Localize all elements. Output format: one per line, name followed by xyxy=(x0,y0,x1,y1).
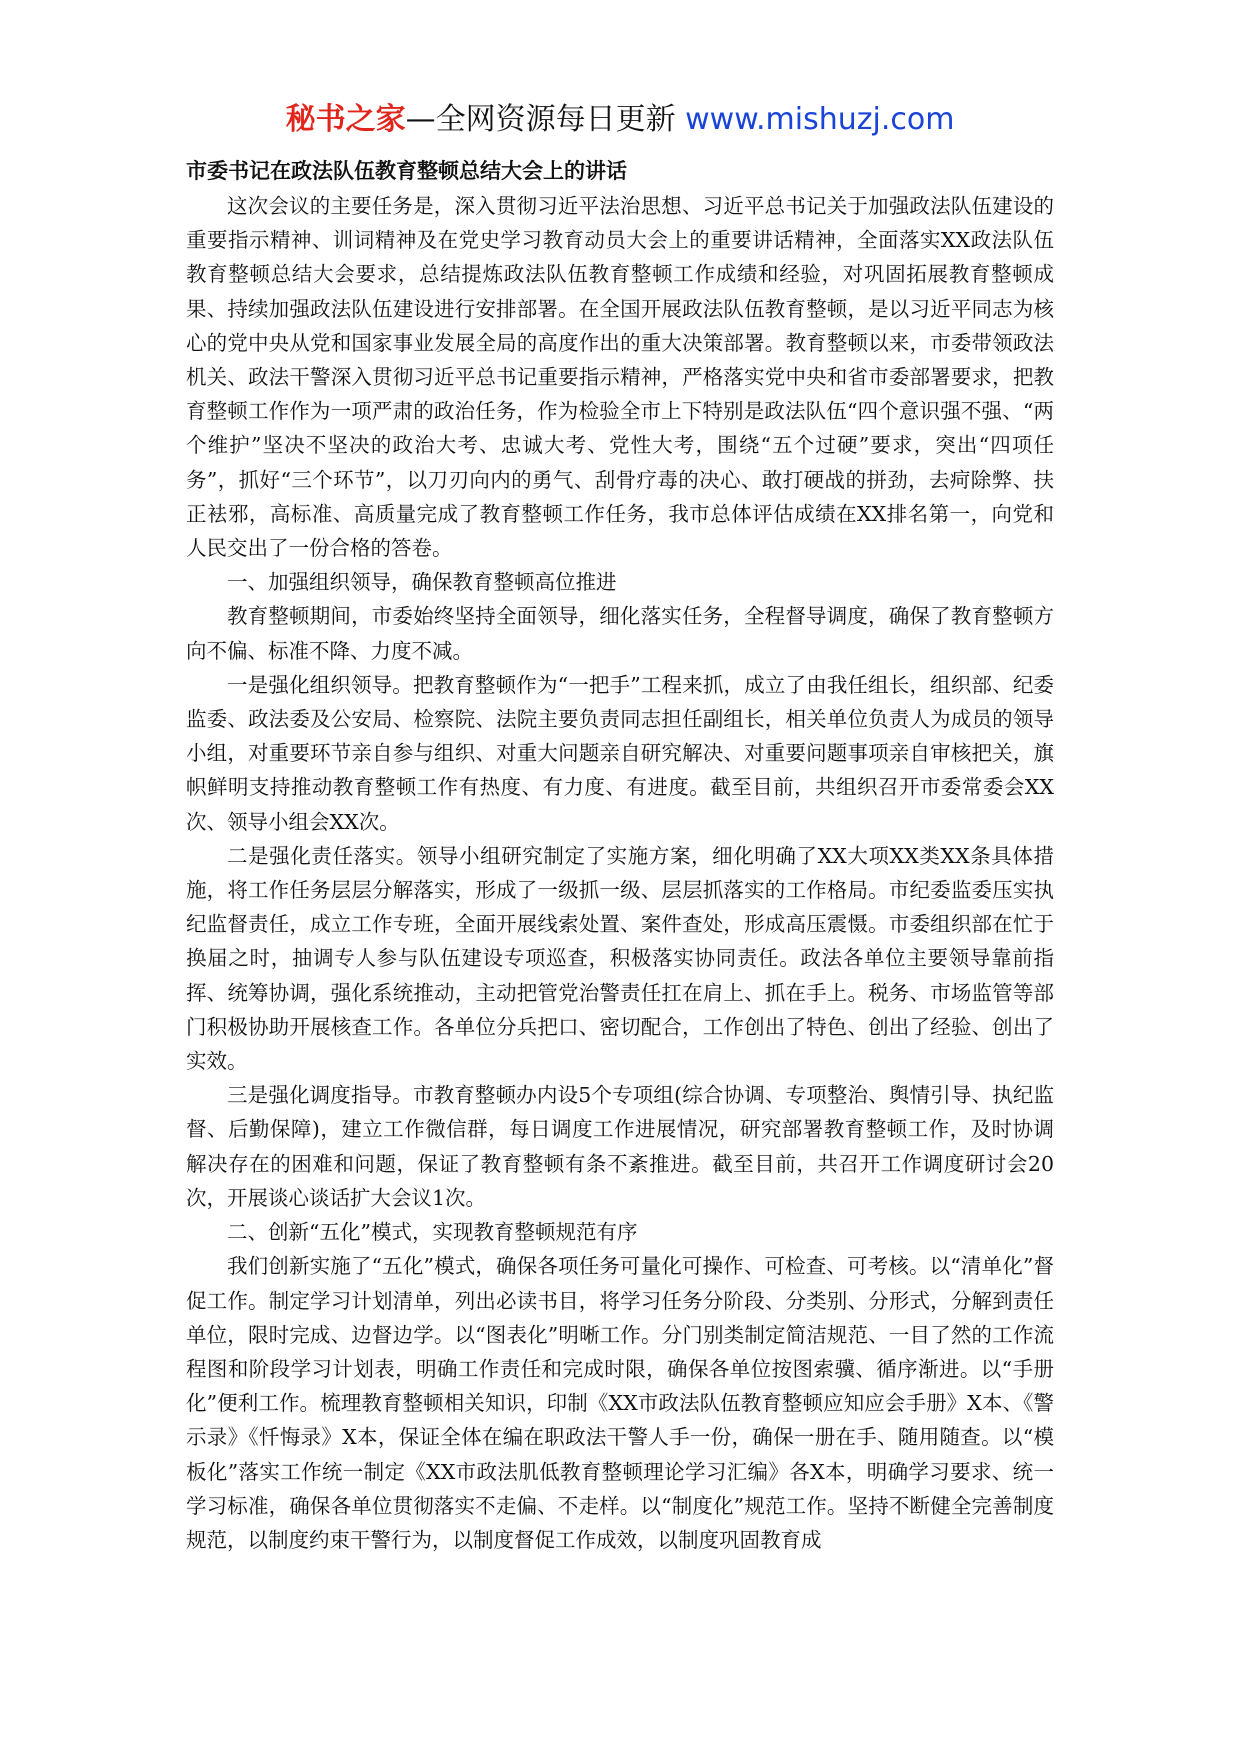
paragraph: 我们创新实施了“五化”模式，确保各项任务可量化可操作、可检查、可考核。以“清单化”督促工作。制定学习计划清单，列出必读书目，将学习任务分阶段、分类别、分形式，分解到责任单位，限时完成、边督边学。以“图表化”明晰工作。分门别类制定简洁规范、一目了然的工作流程图和阶段学习计划表，明确工作责任和完成时限，确保各单位按图索骥、循序渐进。以“手册化”便利工作。梳理教育整顿相关知识，印制《XX市政法队伍教育整顿应知应会手册》X本、《警示录》《忏悔录》X本，保证全体在编在职政法干警人手一份，确保一册在手、随用随查。以“模板化”落实工作统一制定《XX市政法肌低教育整顿理论学习汇编》各X本，明确学习要求、统一学习标准，确保各单位贯彻落实不走偏、不走样。以“制度化”规范工作。坚持不断健全完善制度规范，以制度约束干警行为，以制度督促工作成效，以制度巩固教育成 xyxy=(186,1254,1054,1552)
paragraph: 三是强化调度指导。市教育整顿办内设5个专项组(综合协调、专项整治、舆情引导、执纪监督、后勤保障)，建立工作微信群，每日调度工作进展情况，研究部署教育整顿工作，及时协调解决存在的困难和问题，保证了教育整顿有条不紊推进。截至目前，共召开工作调度研讨会20次，开展谈心谈话扩大会议1次。 xyxy=(186,1083,1054,1210)
document-body xyxy=(186,189,1054,1557)
paragraph: 二是强化责任落实。领导小组研究制定了实施方案，细化明确了XX大项XX类XX条具体措施，将工作任务层层分解落实，形成了一级抓一级、层层抓落实的工作格局。市纪委监委压实执纪监督责任，成立工作专班，全面开展线索处置、案件查处，形成高压震慑。市委组织部在忙于换届之时，抽调专人参与队伍建设专项巡查，积极落实协同责任。政法各单位主要领导靠前指挥、统筹协调，强化系统推动，主动把管党治警责任扛在肩上、抓在手上。税务、市场监管等部门积极协助开展核查工作。各单位分兵把口、密切配合，工作创出了特色、创出了经验、创出了实效。 xyxy=(186,843,1054,1074)
site-banner xyxy=(0,100,1240,140)
banner-tagline: —全网资源每日更新 xyxy=(405,102,676,137)
banner-brand: 秘书之家 xyxy=(285,102,406,137)
document-title: 市委书记在政法队伍教育整顿总结大会上的讲话 xyxy=(186,159,627,183)
paragraph-intro: 这次会议的主要任务是，深入贯彻习近平法治思想、习近平总书记关于加强政法队伍建设的重要指示精神、训词精神及在党史学习教育动员大会上的重要讲话精神，全面落实XX政法队伍教育整顿总结大会要求，总结提炼政法队伍教育整顿工作成绩和经验，对巩固拓展教育整顿成果、持续加强政法队伍建设进行安排部署。在全国开展政法队伍教育整顿，是以习近平同志为核心的党中央从党和国家事业发展全局的高度作出的重大决策部署。教育整顿以来，市委带领政法机关、政法干警深入贯彻习近平总书记重要指示精神，严格落实党中央和省市委部署要求，把教育整顿工作作为一项严肃的政治任务，作为检验全市上下特别是政法队伍“四个意识强不强、“两个维护”坚决不坚决的政治大考、忠诚大考、党性大考，围绕“五个过硬”要求，突出“四项任务”，抓好“三个环节”，以刀刃向内的勇气、刮骨疗毒的决心、敢打硬战的拼劲，去疴除弊、扶正袪邪，高标准、高质量完成了教育整顿工作任务，我市总体评估成绩在XX排名第一，向党和人民交出了一份合格的答卷。 xyxy=(186,194,1054,561)
banner-url-link[interactable]: www.mishuzj.com xyxy=(685,102,955,137)
paragraph: 教育整顿期间，市委始终坚持全面领导，细化落实任务，全程督导调度，确保了教育整顿方向不偏、标准不降、力度不减。 xyxy=(186,604,1054,663)
section-heading-1: 一、加强组织领导，确保教育整顿高位推进 xyxy=(227,570,617,595)
paragraph: 一是强化组织领导。把教育整顿作为“一把手”工程来抓，成立了由我任组长，组织部、纪委监委、政法委及公安局、检察院、法院主要负责同志担任副组长，相关单位负责人为成员的领导小组，对重要环节亲自参与组织、对重大问题亲自研究解决、对重要问题事项亲自审核把关，旗帜鲜明支持推动教育整顿工作有热度、有力度、有进度。截至目前，共组织召开市委常委会XX次、领导小组会XX次。 xyxy=(186,672,1054,834)
section-heading-2: 二、创新“五化”模式，实现教育整顿规范有序 xyxy=(227,1220,638,1245)
